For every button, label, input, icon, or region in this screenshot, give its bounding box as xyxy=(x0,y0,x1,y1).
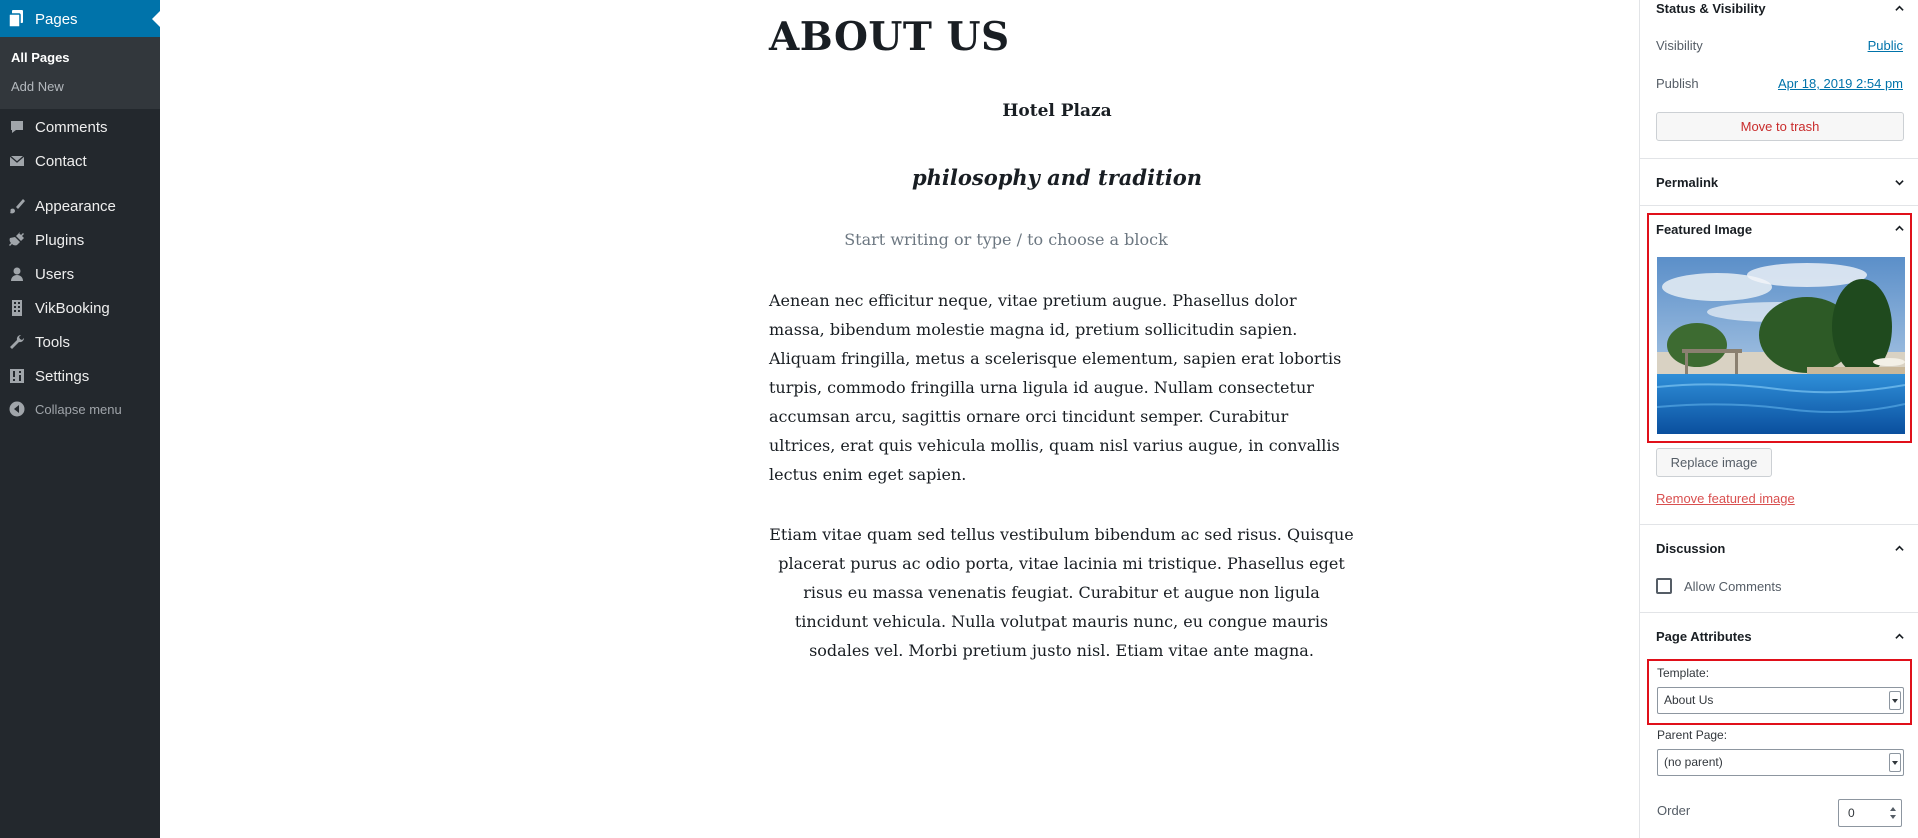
sidebar-item-users[interactable] xyxy=(0,259,160,289)
publish-date-toggle[interactable]: Apr 18, 2019 2:54 pm xyxy=(1777,76,1903,91)
pages-submenu xyxy=(0,37,160,109)
wrench-icon xyxy=(9,334,25,350)
building-icon xyxy=(9,300,25,316)
sidebar-item-tools[interactable] xyxy=(0,327,160,357)
pages-icon xyxy=(8,10,24,28)
sidebar-item-contact[interactable] xyxy=(0,146,160,176)
panel-featured-image-heading[interactable]: Featured Image xyxy=(1656,222,1753,237)
chevron-down-icon[interactable] xyxy=(1895,178,1904,187)
template-label: Template: xyxy=(1657,666,1710,680)
sidebar-item-label: Appearance xyxy=(35,198,116,215)
page-title[interactable]: ABOUT US xyxy=(769,14,1010,60)
panel-divider xyxy=(1640,205,1918,206)
sidebar-item-label: Pages xyxy=(35,11,78,28)
collapse-icon xyxy=(9,401,25,417)
sidebar-item-pages[interactable] xyxy=(0,0,160,37)
sidebar-item-label: Settings xyxy=(35,368,90,385)
panel-divider xyxy=(1640,524,1918,525)
sidebar-item-appearance[interactable] xyxy=(0,191,160,221)
sidebar-item-label: Users xyxy=(35,266,75,283)
editor-canvas xyxy=(160,0,1639,838)
stepper-arrows-icon[interactable] xyxy=(1890,806,1896,820)
chevron-up-icon[interactable] xyxy=(1895,4,1904,13)
parent-page-label: Parent Page: xyxy=(1657,728,1728,742)
users-icon xyxy=(9,266,25,282)
panel-status-visibility-heading[interactable]: Status & Visibility xyxy=(1656,1,1766,16)
parent-page-select[interactable] xyxy=(1657,749,1904,776)
allow-comments-checkbox[interactable] xyxy=(1656,578,1672,594)
chevron-up-icon[interactable] xyxy=(1895,632,1904,641)
remove-featured-image-link[interactable]: Remove featured image xyxy=(1656,491,1795,506)
comments-icon xyxy=(9,119,25,135)
panel-discussion-heading[interactable]: Discussion xyxy=(1656,541,1726,556)
heading-hotel-plaza[interactable]: Hotel Plaza xyxy=(1002,101,1112,121)
template-select[interactable] xyxy=(1657,687,1904,714)
sidebar-item-plugins[interactable] xyxy=(0,225,160,255)
parent-page-select-value: (no parent) xyxy=(1664,755,1723,769)
visibility-toggle[interactable]: Public xyxy=(1867,38,1903,53)
sidebar-item-label: Comments xyxy=(35,119,108,136)
brush-icon xyxy=(9,198,25,214)
chevron-up-icon[interactable] xyxy=(1895,224,1904,233)
settings-icon xyxy=(9,368,25,384)
panel-page-attributes-heading[interactable]: Page Attributes xyxy=(1656,629,1752,644)
order-label: Order xyxy=(1657,803,1691,818)
order-input[interactable] xyxy=(1838,799,1902,827)
submenu-add-new[interactable]: Add New xyxy=(11,79,64,94)
paragraph-block-2[interactable]: Etiam vitae quam sed tellus vestibulum bibendum ac sed risus. Quisque placerat purus ac odio porta, vitae lacinia mi tristique. Phasellus eget risus eu massa venenatis feugiat. Curabitur et augue non ligula tincidunt vehicula. Nulla volutpat mauris nunc, eu congue mauris sodales vel. Morbi pretium justo nisl. Etiam vitae ante magna. xyxy=(769,525,1354,660)
move-to-trash-button[interactable]: Move to trash xyxy=(1656,112,1904,141)
sidebar-item-settings[interactable] xyxy=(0,361,160,391)
sidebar-item-vikbooking[interactable] xyxy=(0,293,160,323)
sidebar-item-label: Contact xyxy=(35,153,87,170)
panel-permalink-heading[interactable]: Permalink xyxy=(1656,175,1719,190)
submenu-all-pages[interactable]: All Pages xyxy=(11,50,70,65)
plugin-icon xyxy=(9,232,25,248)
dropdown-arrow-icon xyxy=(1889,691,1901,710)
collapse-menu-button[interactable] xyxy=(0,394,160,424)
panel-divider xyxy=(1640,612,1918,613)
sidebar-item-label: Collapse menu xyxy=(35,402,122,417)
dropdown-arrow-icon xyxy=(1889,753,1901,772)
mail-icon xyxy=(9,153,25,169)
heading-philosophy[interactable]: philosophy and tradition xyxy=(911,165,1203,190)
publish-label: Publish xyxy=(1656,76,1699,91)
featured-image-thumbnail[interactable] xyxy=(1657,257,1905,434)
allow-comments-label[interactable]: Allow Comments xyxy=(1684,579,1782,594)
panel-divider xyxy=(1640,158,1918,159)
order-input-value: 0 xyxy=(1848,806,1855,820)
pool-photo-image xyxy=(1657,257,1905,434)
visibility-label: Visibility xyxy=(1656,38,1703,53)
replace-image-button[interactable]: Replace image xyxy=(1656,448,1772,477)
sidebar-item-label: Tools xyxy=(35,334,71,351)
block-appender-placeholder[interactable]: Start writing or type / to choose a block xyxy=(844,230,1168,249)
current-menu-arrow xyxy=(152,11,160,27)
sidebar-item-comments[interactable] xyxy=(0,112,160,142)
settings-sidebar xyxy=(1639,0,1918,838)
admin-sidebar xyxy=(0,0,160,838)
paragraph-block-1[interactable]: Aenean nec efficitur neque, vitae pretium augue. Phasellus dolor massa, bibendum molestie magna id, pretium sollicitudin sapien. Aliquam fringilla, metus a scelerisque elementum, sapien erat lobortis turpis, commodo fringilla urna ligula id augue. Nullam consectetur accumsan arcu, sagittis ornare orci tincidunt semper. Curabitur ultrices, erat quis vehicula mollis, quam nisl varius augue, in convallis lectus enim eget sapien. xyxy=(769,291,1342,484)
chevron-up-icon[interactable] xyxy=(1895,544,1904,553)
sidebar-item-label: Plugins xyxy=(35,232,85,249)
sidebar-item-label: VikBooking xyxy=(35,300,110,317)
template-select-value: About Us xyxy=(1664,693,1714,707)
